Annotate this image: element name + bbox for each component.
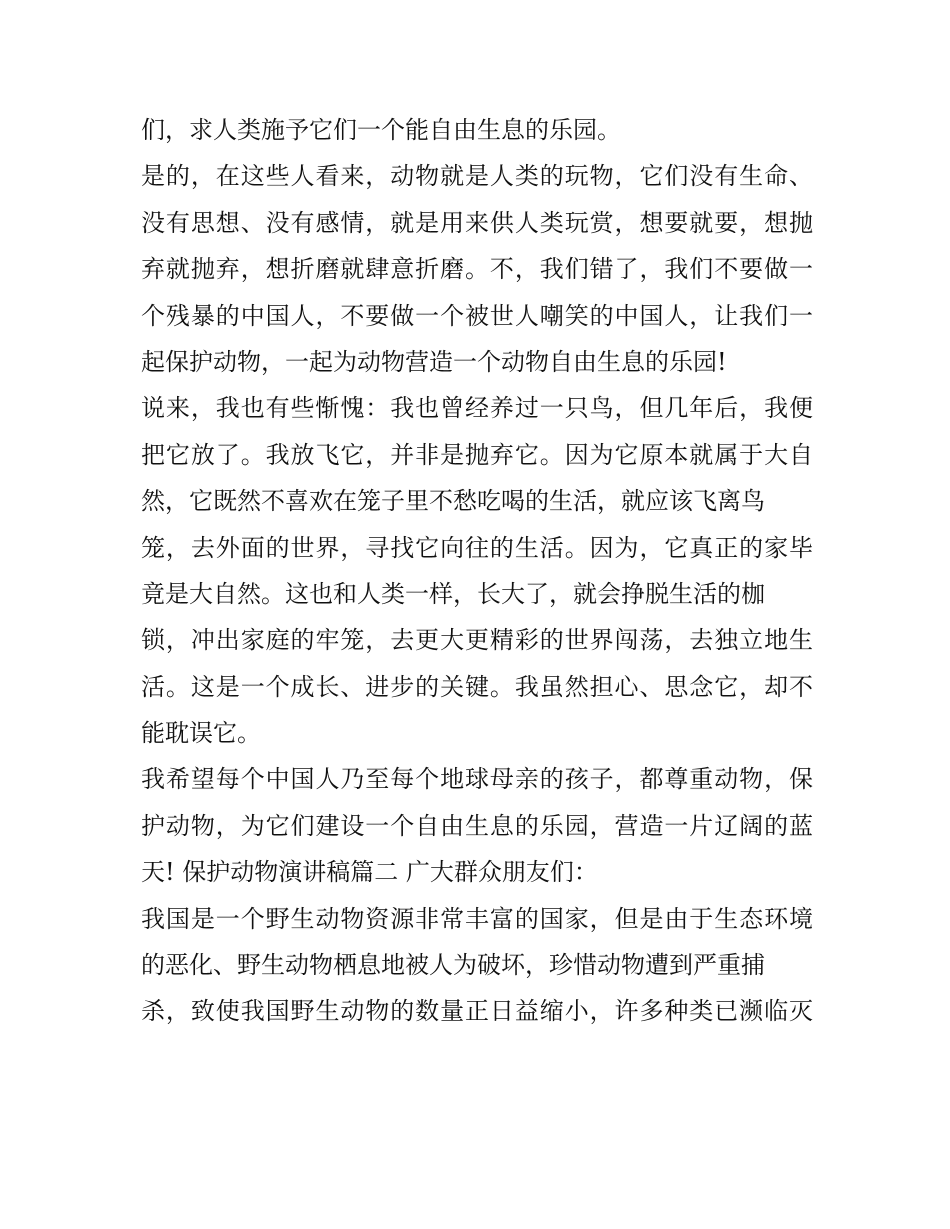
text-line: 杀，致使我国野生动物的数量正日益缩小，许多种类已濒临灭 <box>141 997 813 1026</box>
text-line: 护动物，为它们建设一个自由生息的乐园，营造一片辽阔的蓝 <box>141 811 813 840</box>
text-line: 笼，去外面的世界，寻找它向往的生活。因为，它真正的家毕 <box>141 533 813 562</box>
text-line: 我希望每个中国人乃至每个地球母亲的孩子，都尊重动物，保 <box>141 765 813 794</box>
text-line: 活。这是一个成长、进步的关键。我虽然担心、思念它，却不 <box>141 672 813 701</box>
text-line: 弃就抛弃，想折磨就肆意折磨。不，我们错了，我们不要做一 <box>141 255 813 284</box>
text-line: 没有思想、没有感情，就是用来供人类玩赏，想要就要，想抛 <box>141 208 813 237</box>
text-line: 锁，冲出家庭的牢笼，去更大更精彩的世界闯荡，去独立地生 <box>141 626 813 655</box>
text-line: 竟是大自然。这也和人类一样，长大了，就会挣脱生活的枷 <box>141 579 765 608</box>
text-line: 说来，我也有些惭愧：我也曾经养过一只鸟，但几年后，我便 <box>141 394 813 423</box>
text-line: 们，求人类施予它们一个能自由生息的乐园。 <box>141 116 621 144</box>
document-body <box>141 107 813 1035</box>
text-line: 是的，在这些人看来，动物就是人类的玩物，它们没有生命、 <box>141 162 813 191</box>
text-line: 把它放了。我放飞它，并非是抛弃它。因为它原本就属于大自 <box>141 440 813 469</box>
text-line: 天! 保护动物演讲稿篇二 广大群众朋友们： <box>141 858 598 887</box>
text-line: 然，它既然不喜欢在笼子里不愁吃喝的生活，就应该飞离鸟 <box>141 487 765 516</box>
text-line: 个残暴的中国人，不要做一个被世人嘲笑的中国人，让我们一 <box>141 301 813 330</box>
text-line: 的恶化、野生动物栖息地被人为破坏，珍惜动物遭到严重捕 <box>141 951 765 980</box>
text-line: 能耽误它。 <box>141 719 261 748</box>
text-line: 起保护动物，一起为动物营造一个动物自由生息的乐园! <box>141 347 727 376</box>
text-line: 我国是一个野生动物资源非常丰富的国家，但是由于生态环境 <box>141 904 813 933</box>
